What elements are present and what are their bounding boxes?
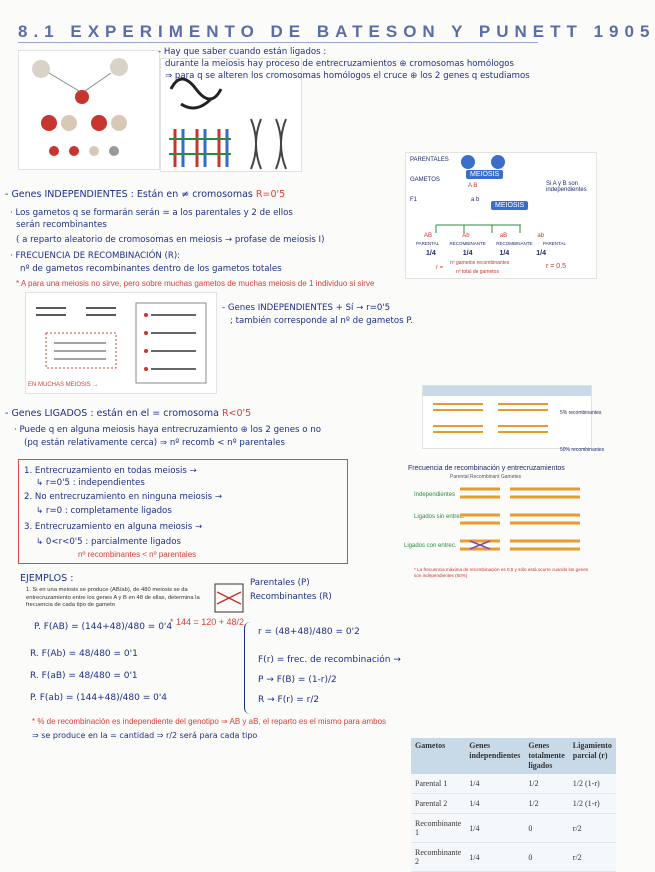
meiosis-node-f1: MEIOSIS: [491, 201, 528, 210]
fraction-2: 1/4: [462, 250, 473, 257]
bracket-3: P → F(B) = (1-r)/2: [258, 675, 337, 685]
table-cell: 0: [524, 843, 568, 872]
table-cell: 1/4: [465, 794, 524, 814]
calc-note: * 144 = 120 + 48/2: [170, 617, 245, 627]
legend-parentales: Parentales (P): [250, 578, 310, 588]
ligados-heading-label: - Genes LIGADOS: [5, 408, 88, 419]
table-row: [411, 774, 616, 794]
indep-line-3: ( a reparto aleatorio de cromosomas en meiosis → profase de meiosis I): [16, 235, 325, 245]
gametes-table-wrap: [411, 738, 612, 872]
fig-label-1: Independientes: [414, 492, 456, 498]
fig-label-3: Ligados con entrec.: [404, 543, 457, 549]
table-cell: 1/2: [524, 774, 568, 794]
case-2: 2. No entrecruzamiento en ninguna meiosis →: [24, 492, 223, 502]
table-cell: 1/2 (1-r): [569, 774, 616, 794]
calc-4: P. F(ab) = (144+48)/480 = 0'4: [30, 693, 168, 703]
ligados-line-1: · Puede q en alguna meiosis haya entrecruzamiento ⊕ los 2 genes o no: [14, 425, 321, 435]
gametos-label: GAMETOS: [410, 177, 440, 183]
bracket-4: R → F(r) = r/2: [258, 695, 320, 705]
gamete-4: ab: [537, 233, 544, 239]
recombination-figure: [400, 465, 595, 577]
gamete-3: aB: [499, 233, 508, 239]
bracket: [244, 622, 253, 714]
table-cell: 1/2 (1-r): [569, 794, 616, 814]
ejemplos-heading: EJEMPLOS :: [20, 573, 74, 584]
ligados-line-2: (pq están relativamente cerca) ⇒ nº recomb < nº parentales: [24, 438, 285, 448]
formula-numerator: nº gametos recombinantes: [450, 260, 510, 266]
fraction-row: [426, 250, 546, 257]
crossed-label: EN MUCHAS MEIOSIS →: [28, 382, 99, 388]
case-2-result: ↳ r=0 : completamente ligados: [36, 506, 172, 516]
table-cell: 1/2: [524, 794, 568, 814]
gamete-type-2: RECOMBINANTE: [449, 241, 486, 246]
f1-label: F1: [410, 197, 418, 203]
table-cell: Parental 1: [411, 774, 465, 794]
note-2: ⇒ se produce en la = cantidad ⇒ r/2 será para cada tipo: [32, 731, 258, 740]
formula-denominator: nº total de gametos: [456, 269, 499, 275]
indep-line-1: · Los gametos q se formarán serán = a los parentales y 2 de ellos: [10, 208, 293, 218]
table-cell: Recombinante 1: [411, 814, 465, 843]
col-header-ligados: Genes totalmente ligados: [524, 738, 568, 774]
fig-label-2: Ligados sin entrec.: [414, 514, 465, 520]
ligados-heading-tail: : están en el = cromosoma: [90, 408, 219, 419]
table-cell: 1/4: [465, 843, 524, 872]
table-cell: r/2: [569, 843, 616, 872]
indep-side-2: ; también corresponde al nº de gametos P.: [230, 316, 413, 326]
gamete-type-3: RECOMBINANTE: [496, 241, 533, 246]
table-cell: Recombinante 2: [411, 843, 465, 872]
intro-line-1: - Hay que saber cuando están ligados :: [158, 47, 327, 57]
gamete-2: Ab: [462, 233, 470, 239]
intro-line-2: durante la meiosis hay proceso de entrecruzamientos ⊕ cromosomas homólogos: [165, 59, 515, 69]
case-3-result: ↳ 0<r<0'5 : parcialmente ligados: [36, 537, 182, 547]
fraction-3: 1/4: [499, 250, 510, 257]
calc-3: R. F(aB) = 48/480 = 0'1: [30, 671, 138, 681]
fig-title: Frecuencia de recombinación y entrecruzamientos: [408, 465, 565, 472]
indep-heading-label: - Genes INDEPENDIENTES: [5, 189, 128, 200]
table-row: [411, 814, 616, 843]
linkage-table-figure: [422, 385, 592, 449]
right-label-1: 5% recombinantes: [560, 410, 602, 416]
f1-genotype: a b: [471, 197, 480, 203]
table-cell: Parental 2: [411, 794, 465, 814]
pea-cross-figure: [18, 50, 160, 170]
formula-r: r =: [436, 265, 444, 271]
indep-heading-tail: : Están en ≠ cromosomas: [130, 189, 253, 200]
legend-recombinantes: Recombinantes (R): [250, 592, 332, 602]
case-1-result: ↳ r=0'5 : independientes: [36, 478, 145, 488]
title-underline: [18, 42, 538, 43]
fig-subtitle: Parental Recombinant Gametes: [450, 474, 522, 480]
case-3: 3. Entrecruzamiento en alguna meiosis →: [24, 522, 203, 532]
table-cell: 0: [524, 814, 568, 843]
fraction-4: 1/4: [536, 250, 546, 257]
table-header-row: [411, 738, 616, 774]
meiosis-node-top: MEIOSIS: [466, 170, 503, 179]
indep-line-6: * A para una meiosis no sirve, pero sobre muchas gametos de muchas meiosis de 1 individuo si sirve: [16, 279, 375, 288]
ligados-r-value: R<0'5: [221, 408, 252, 419]
gamete-pair-label: A B: [468, 183, 478, 189]
crossing-diagram: [25, 292, 217, 394]
problem-text: 1. Si en una meiosis se produce (AB/ab), de 480 meiosis se da entrecruzamiento entre los genes A y B en 48 de ellas, determina la frecuencia de cada tipo de gameto: [26, 587, 200, 608]
indep-line-5: nº de gametos recombinantes dentro de los gametos totales: [20, 264, 282, 274]
ligados-heading: [5, 408, 251, 419]
page-title: 8.1 EXPERIMENTO DE BATESON Y PUNETT 1905: [18, 22, 655, 41]
indep-line-2: serán recombinantes: [16, 220, 107, 230]
right-label-2: 50% recombinantes: [560, 447, 605, 453]
col-header-parcial: Ligamiento parcial (r): [569, 738, 616, 774]
col-header-independientes: Genes independientes: [465, 738, 524, 774]
table-row: [411, 794, 616, 814]
parentales-label: PARENTALES: [410, 157, 449, 163]
gamete-type-1: PARENTAL: [416, 241, 440, 246]
gamete-row: [424, 233, 544, 239]
table-cell: 1/4: [465, 774, 524, 794]
indep-heading: [5, 189, 285, 200]
problem-figure: [212, 580, 246, 616]
intro-line-3: ⇒ para q se alteren los cromosomas homólogos el cruce ⊕ los 2 genes q estudiamos: [165, 71, 530, 81]
formula-result: r = 0.5: [546, 263, 567, 270]
fig-bars: [460, 483, 590, 563]
table-cell: 1/4: [465, 814, 524, 843]
case-1: 1. Entrecruzamiento en todas meiosis →: [24, 466, 197, 476]
gamete-type-row: [416, 241, 566, 246]
gametes-table: [411, 738, 616, 872]
calc-1: P. F(AB) = (144+48)/480 = 0'4: [34, 622, 173, 632]
bracket-1: r = (48+48)/480 = 0'2: [258, 627, 360, 637]
table-cell: r/2: [569, 814, 616, 843]
gamete-1: AB: [424, 233, 433, 239]
meiosis-diagram: [405, 152, 597, 279]
fraction-1: 1/4: [426, 250, 436, 257]
gamete-type-4: PARENTAL: [542, 241, 566, 246]
indep-side-1: - Genes INDEPENDIENTES + Sí → r=0'5: [222, 303, 391, 313]
indep-r-value: R=0'5: [255, 189, 286, 200]
fig-note: * La frecuencia máxima de recombinación es 0,5 y sólo está ocurre cuando los genes son independientes (50%): [414, 567, 589, 578]
note-1: * % de recombinación es independiente del genotipo ⇒ AB y aB, el reparto es el mismo para ambos: [32, 717, 387, 726]
indep-line-4: · FRECUENCIA DE RECOMBINACIÓN (R):: [10, 251, 181, 261]
case-3-note: nº recombinantes < nº parentales: [78, 550, 197, 559]
independent-note: Si A y B son independientes: [546, 181, 587, 193]
table-row: [411, 843, 616, 872]
calc-2: R. F(Ab) = 48/480 = 0'1: [30, 649, 138, 659]
col-header-gametos: Gametos: [411, 738, 465, 774]
bracket-2: F(r) = frec. de recombinación →: [258, 655, 401, 665]
